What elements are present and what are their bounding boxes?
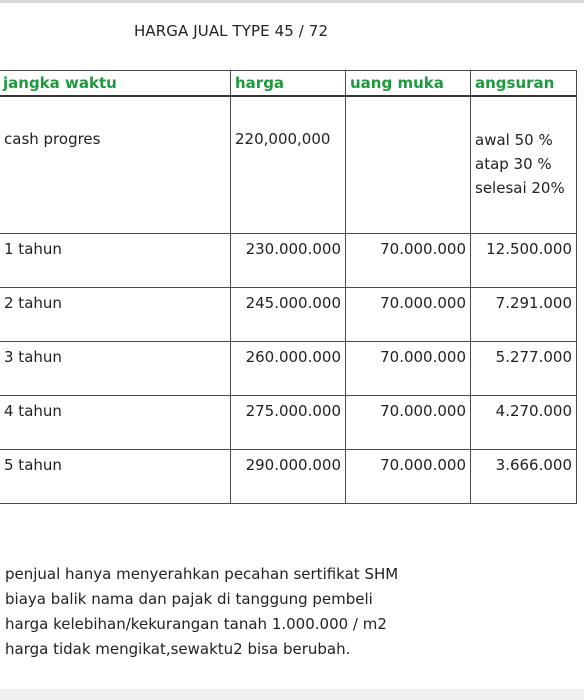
top-divider bbox=[0, 0, 584, 3]
header-term: jangka waktu bbox=[0, 71, 231, 97]
cell-price: 260.000.000 bbox=[231, 341, 346, 395]
note-certificate: penjual hanya menyerahkan pecahan sertifikat SHM bbox=[5, 565, 399, 583]
cell-down-payment bbox=[346, 96, 471, 233]
table-row bbox=[0, 233, 577, 287]
bottom-strip bbox=[0, 689, 584, 700]
cell-installment: 4.270.000 bbox=[471, 395, 577, 449]
header-price: harga bbox=[231, 71, 346, 97]
cell-term: cash progres bbox=[0, 96, 231, 233]
cell-installment: 5.277.000 bbox=[471, 341, 577, 395]
note-transfer-costs: biaya balik nama dan pajak di tanggung pembeli bbox=[5, 590, 373, 608]
cell-installment: 3.666.000 bbox=[471, 449, 577, 503]
installment-stage-1: awal 50 % bbox=[475, 131, 553, 149]
cell-installment: 7.291.000 bbox=[471, 287, 577, 341]
cell-down-payment: 70.000.000 bbox=[346, 233, 471, 287]
table-header-row bbox=[0, 71, 577, 97]
note-price-change: harga tidak mengikat,sewaktu2 bisa berubah. bbox=[5, 640, 351, 658]
terms-notes bbox=[5, 562, 398, 662]
table-row bbox=[0, 395, 577, 449]
cell-term: 1 tahun bbox=[0, 233, 231, 287]
note-land-price: harga kelebihan/kekurangan tanah 1.000.000 / m2 bbox=[5, 615, 387, 633]
cell-price: 245.000.000 bbox=[231, 287, 346, 341]
table-row bbox=[0, 341, 577, 395]
cell-price: 230.000.000 bbox=[231, 233, 346, 287]
cell-price: 220,000,000 bbox=[231, 96, 346, 233]
cell-down-payment: 70.000.000 bbox=[346, 395, 471, 449]
cell-term: 4 tahun bbox=[0, 395, 231, 449]
cell-term: 2 tahun bbox=[0, 287, 231, 341]
header-installment: angsuran bbox=[471, 71, 577, 97]
table-row-cash bbox=[0, 96, 577, 233]
cell-down-payment: 70.000.000 bbox=[346, 449, 471, 503]
cell-down-payment: 70.000.000 bbox=[346, 287, 471, 341]
cell-price: 275.000.000 bbox=[231, 395, 346, 449]
cell-installment: 12.500.000 bbox=[471, 233, 577, 287]
header-down-payment: uang muka bbox=[346, 71, 471, 97]
cell-down-payment: 70.000.000 bbox=[346, 341, 471, 395]
page-title: HARGA JUAL TYPE 45 / 72 bbox=[134, 22, 329, 40]
cell-price: 290.000.000 bbox=[231, 449, 346, 503]
installment-stage-3: selesai 20% bbox=[475, 179, 565, 197]
table-row bbox=[0, 287, 577, 341]
cell-installment bbox=[471, 96, 577, 233]
price-table bbox=[0, 70, 577, 504]
cell-term: 3 tahun bbox=[0, 341, 231, 395]
cell-term: 5 tahun bbox=[0, 449, 231, 503]
table-row bbox=[0, 449, 577, 503]
installment-stage-2: atap 30 % bbox=[475, 155, 552, 173]
